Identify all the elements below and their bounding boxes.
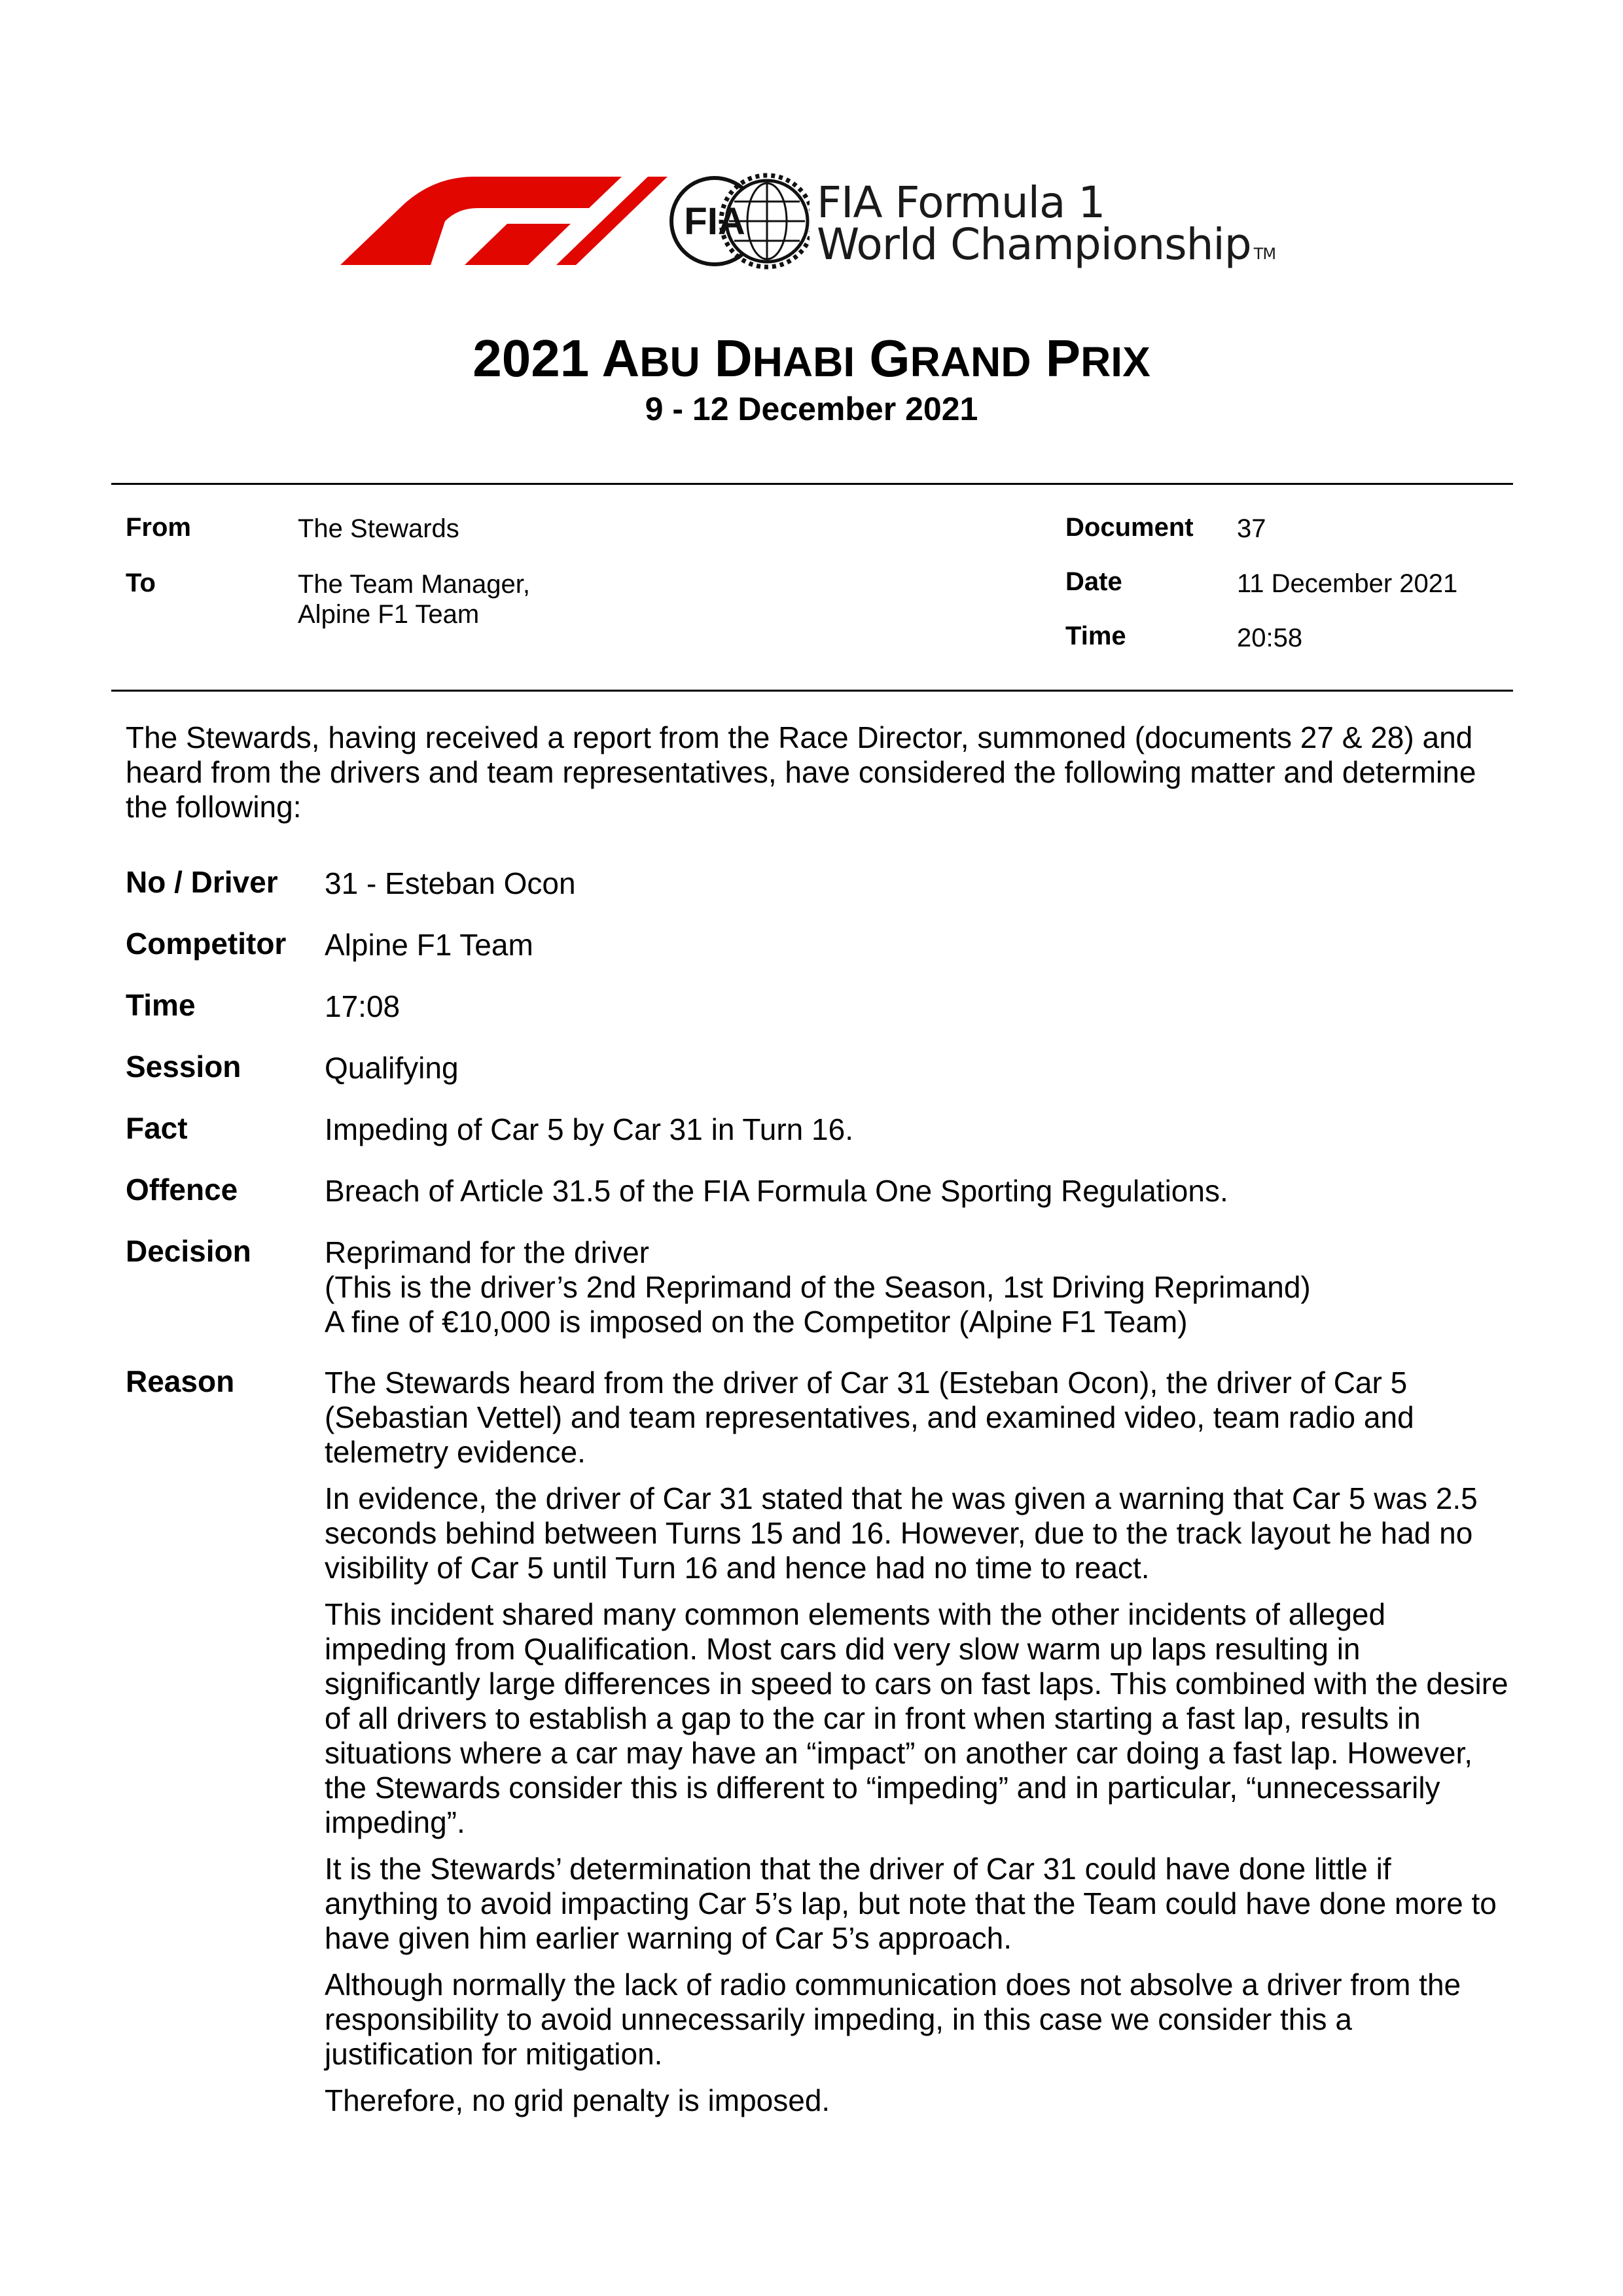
time-value: 20:58 bbox=[1237, 624, 1303, 652]
reason-paragraph-1: The Stewards heard from the driver of Car 31 (Esteban Ocon), the driver of Car 5 (Sebastian Vettel) and team representatives, and examined video, team radio and telemetry evidence. bbox=[325, 1366, 1414, 1469]
brand-line-2-text: World Championship bbox=[817, 219, 1251, 270]
event-dates: 9 - 12 December 2021 bbox=[645, 391, 978, 427]
incident-time-value: 17:08 bbox=[325, 989, 401, 1023]
event-word-3: GRAND bbox=[869, 329, 1031, 387]
from-value: The Stewards bbox=[298, 514, 459, 543]
document-value: 37 bbox=[1237, 514, 1266, 543]
to-value-line-2: Alpine F1 Team bbox=[298, 600, 480, 629]
to-label: To bbox=[126, 569, 156, 597]
to-value-line-1: The Team Manager, bbox=[298, 570, 531, 599]
time-label: Time bbox=[1065, 622, 1126, 650]
reason-paragraph-6: Therefore, no grid penalty is imposed. bbox=[325, 2083, 830, 2117]
reason-paragraph-4: It is the Stewards’ determination that the driver of Car 31 could have done little if anything to avoid impacting Car 5’s lap, but note that the Team could have done more to have given him earlier warning of Car 5’s approach. bbox=[325, 1852, 1497, 1955]
offence-label: Offence bbox=[126, 1173, 238, 1207]
decision-line-1: Reprimand for the driver bbox=[325, 1235, 649, 1269]
document-label: Document bbox=[1065, 513, 1194, 542]
competitor-value: Alpine F1 Team bbox=[325, 928, 533, 962]
fia-emblem-text: FIA bbox=[684, 200, 745, 243]
from-label: From bbox=[126, 513, 191, 542]
event-title bbox=[0, 329, 1623, 387]
decision-line-3: A fine of €10,000 is imposed on the Competitor (Alpine F1 Team) bbox=[325, 1305, 1188, 1339]
f1-logo-icon bbox=[340, 177, 668, 265]
reason-paragraph-2: In evidence, the driver of Car 31 stated that he was given a warning that Car 5 was 2.5 seconds behind between Turns 15 and 16. However, due to the track layout he had no visibility of Car 5 until Turn 16 and hence had no time to react. bbox=[325, 1481, 1478, 1585]
session-value: Qualifying bbox=[325, 1051, 459, 1085]
intro-paragraph: The Stewards, having received a report from the Race Director, summoned (documents 27 & 28) and heard from the drivers and team representatives, have considered the following matter and determine the following: bbox=[126, 720, 1476, 824]
reason-label: Reason bbox=[126, 1364, 235, 1398]
offence-value: Breach of Article 31.5 of the FIA Formula One Sporting Regulations. bbox=[325, 1174, 1228, 1208]
incident-time-label: Time bbox=[126, 988, 196, 1022]
event-word-4: PRIX bbox=[1045, 329, 1150, 387]
driver-value: 31 - Esteban Ocon bbox=[325, 866, 576, 900]
fact-value: Impeding of Car 5 by Car 31 in Turn 16. bbox=[325, 1112, 853, 1146]
competitor-label: Competitor bbox=[126, 927, 287, 961]
event-word-1: ABU bbox=[601, 329, 700, 387]
fia-emblem-icon bbox=[669, 171, 810, 271]
event-year: 2021 bbox=[473, 329, 590, 387]
event-word-2: DHABI bbox=[714, 329, 855, 387]
reason-paragraph-5: Although normally the lack of radio communication does not absolve a driver from the responsibility to avoid unnecessarily impeding, in this case we consider this a justification for mitigation. bbox=[325, 1968, 1461, 2071]
divider-bottom bbox=[111, 690, 1513, 692]
date-value: 11 December 2021 bbox=[1237, 569, 1458, 598]
date-label: Date bbox=[1065, 567, 1122, 596]
decision-value bbox=[325, 1235, 1509, 1339]
driver-label: No / Driver bbox=[126, 865, 278, 899]
reason-value bbox=[325, 1366, 1509, 2130]
session-label: Session bbox=[126, 1050, 241, 1084]
decision-label: Decision bbox=[126, 1234, 251, 1268]
brand-line-1: FIA Formula 1 bbox=[817, 177, 1105, 228]
decision-line-2: (This is the driver’s 2nd Reprimand of the Season, 1st Driving Reprimand) bbox=[325, 1270, 1311, 1304]
trademark-mark: TM bbox=[1253, 245, 1276, 263]
brand-line-2 bbox=[817, 219, 1276, 270]
divider-top bbox=[111, 483, 1513, 485]
fact-label: Fact bbox=[126, 1111, 188, 1145]
reason-paragraph-3: This incident shared many common elements with the other incidents of alleged impeding from Qualification. Most cars did very slow warm up laps resulting in significantly large differences in speed to cars on fast laps. This combined with the desire of all drivers to establish a gap to the car in front when starting a fast lap, results in situations where a car may have an “impact” on another car doing a fast lap. However, the Stewards consider this is different to “impeding” and in particular, “unnecessarily impeding”. bbox=[325, 1597, 1508, 1839]
to-value bbox=[298, 569, 530, 629]
